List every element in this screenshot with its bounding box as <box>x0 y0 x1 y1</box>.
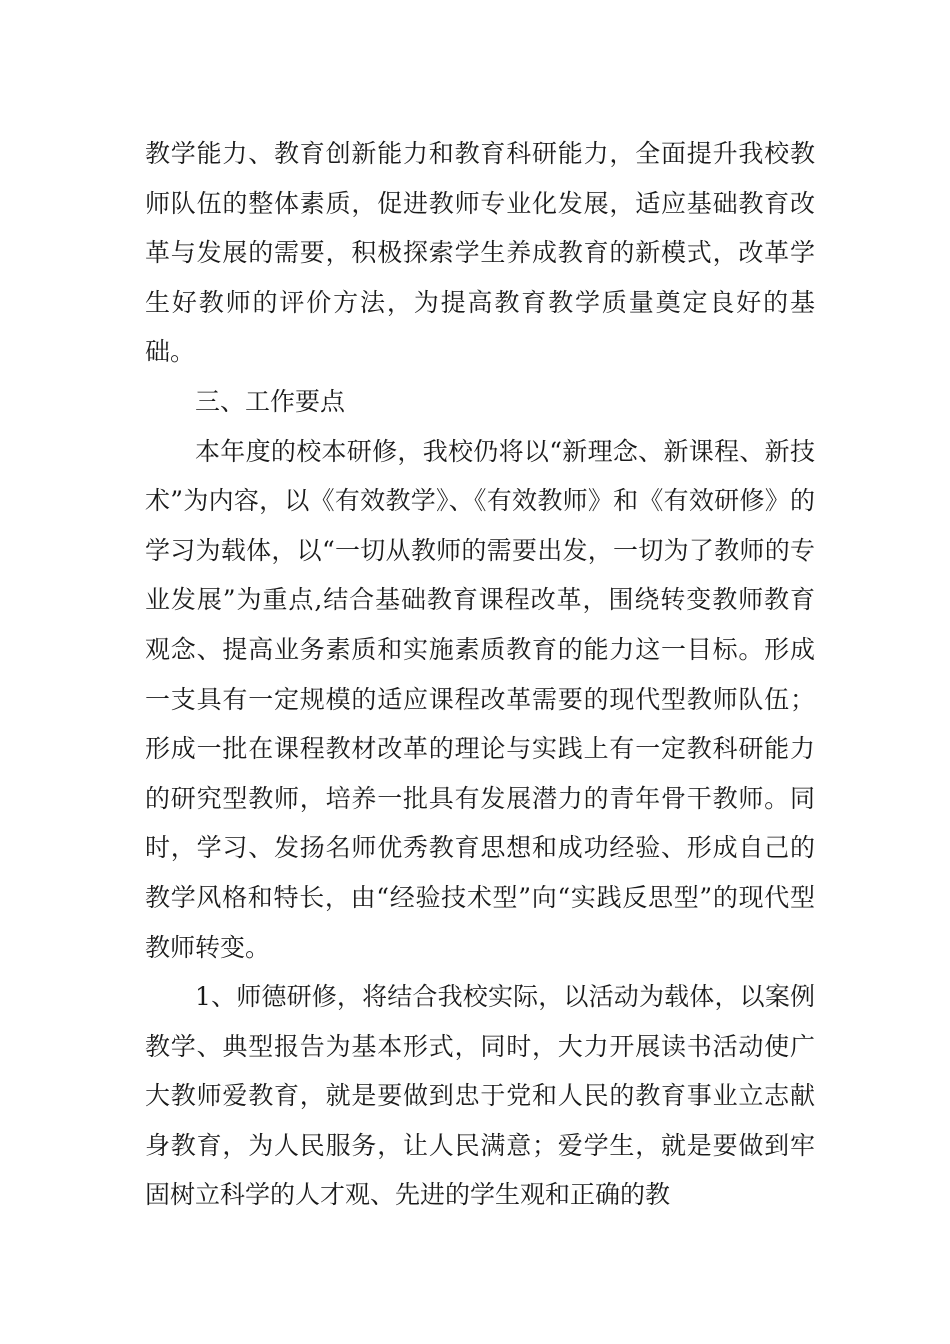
paragraph-annual-research: 本年度的校本研修，我校仍将以“新理念、新课程、新技术”为内容，以《有效教学》、《有效教师》和《有效研修》的学习为载体，以“一切从教师的需要出发，一切为了教师的专业发展”为重点,结合基础教育课程改革，围绕转变教师教育观念、提高业务素质和实施素质教育的能力这一目标。形成一支具有一定规模的适应课程改革需要的现代型教师队伍；形成一批在课程教材改革的理论与实践上有一定教科研能力的研究型教师，培养一批具有发展潜力的青年骨干教师。同时，学习、发扬名师优秀教育思想和成功经验、形成自己的教学风格和特长，由“经验技术型”向“实践反思型”的现代型教师转变。 <box>145 436 815 962</box>
paragraph-ethics-research: 1、师德研修，将结合我校实际，以活动为载体，以案例教学、典型报告为基本形式，同时，大力开展读书活动使广大教师爱教育，就是要做到忠于党和人民的教育事业立志献身教育，为人民服务，让人民满意；爱学生，就是要做到牢固树立科学的人才观、先进的学生观和正确的教 <box>145 982 815 1210</box>
section-heading-work-points: 三、工作要点 <box>195 386 346 416</box>
document-body <box>145 129 815 1220</box>
paragraph-continuation: 教学能力、教育创新能力和教育科研能力，全面提升我校教师队伍的整体素质，促进教师专业化发展，适应基础教育改革与发展的需要，积极探索学生养成教育的新模式，改革学生好教师的评价方法，为提高教育教学质量奠定良好的基础。 <box>145 139 815 367</box>
